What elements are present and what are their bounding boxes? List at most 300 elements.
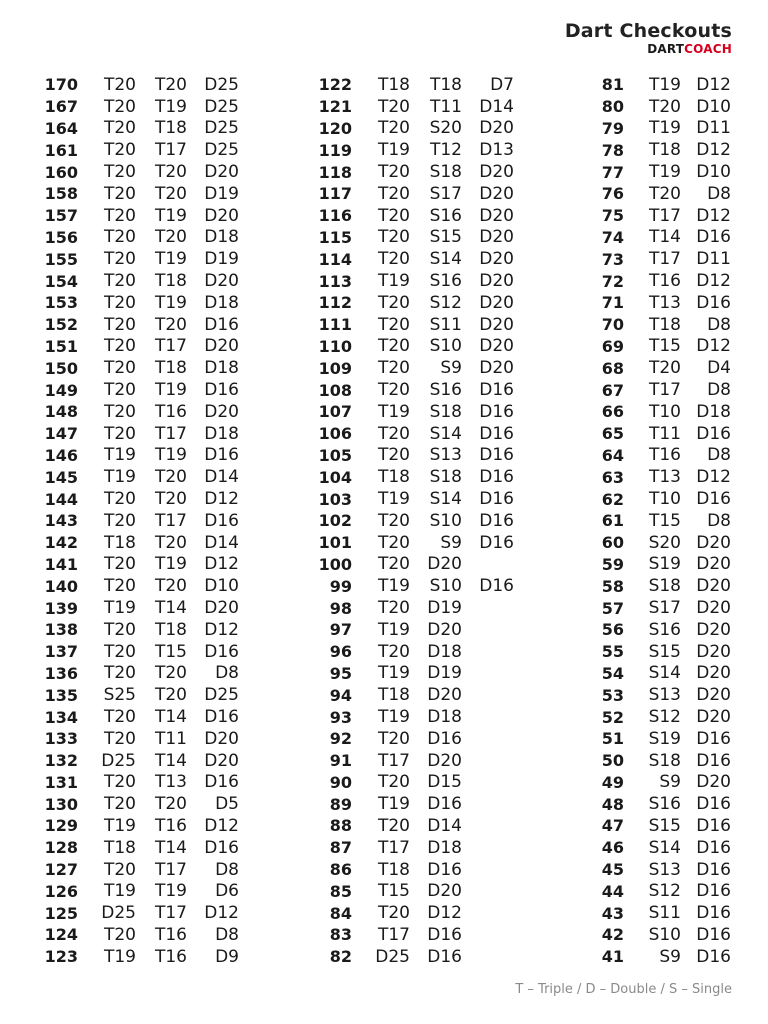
dart-3: D20	[204, 401, 239, 422]
dart-2: S11	[429, 314, 462, 335]
dart-1: T15	[648, 510, 681, 531]
checkout-score: 116	[318, 206, 352, 226]
checkout-row	[315, 619, 514, 641]
checkout-row	[587, 663, 731, 685]
checkout-row	[587, 946, 731, 968]
checkout-row	[315, 815, 514, 837]
dart-1: T20	[103, 707, 136, 727]
dart-1: T20	[103, 227, 136, 248]
dart-1: T20	[377, 772, 410, 793]
checkout-row	[587, 270, 731, 292]
dart-2: D16	[427, 946, 462, 967]
checkout-row	[42, 728, 239, 750]
checkout-row	[42, 336, 239, 358]
checkout-score: 130	[44, 794, 78, 814]
dart-2: S18	[429, 467, 462, 488]
checkout-row	[315, 401, 514, 423]
checkout-score: 143	[44, 511, 78, 531]
dart-3: D8	[215, 859, 239, 880]
checkout-row	[587, 423, 731, 445]
dart-3: D5	[215, 794, 239, 815]
dart-3: D13	[479, 140, 514, 161]
dart-1: T19	[377, 489, 410, 510]
checkout-score: 167	[44, 97, 78, 117]
checkout-row	[315, 248, 514, 270]
checkout-score: 51	[601, 729, 624, 749]
checkout-score: 54	[601, 663, 624, 683]
checkout-row	[315, 423, 514, 445]
dart-1: S17	[648, 598, 681, 619]
checkout-score: 160	[44, 162, 78, 182]
dart-1: T20	[377, 641, 410, 662]
dart-3: D20	[204, 750, 239, 771]
dart-1: T20	[377, 249, 410, 270]
checkout-row	[42, 401, 239, 423]
dart-3: D12	[204, 554, 239, 575]
checkout-score: 75	[601, 206, 624, 226]
checkout-score: 145	[44, 467, 78, 487]
dart-2: T20	[154, 162, 187, 183]
checkout-row	[42, 510, 239, 532]
checkout-score: 133	[44, 729, 78, 749]
checkout-row	[587, 728, 731, 750]
checkout-row	[587, 924, 731, 946]
dart-1: T20	[377, 445, 410, 466]
checkout-score: 132	[44, 751, 78, 771]
dart-1: S16	[648, 794, 681, 815]
checkout-score: 111	[318, 315, 352, 335]
dart-1: T10	[648, 489, 681, 510]
dart-3: D16	[479, 576, 514, 597]
checkout-row	[587, 314, 731, 336]
checkout-score: 138	[44, 620, 78, 640]
checkout-score: 65	[601, 424, 624, 444]
dart-3: D16	[204, 707, 239, 727]
dart-2: T16	[154, 815, 187, 836]
dart-2: T19	[154, 380, 187, 401]
dart-1: T18	[648, 314, 681, 335]
dart-1: T18	[377, 74, 410, 95]
checkout-row	[587, 248, 731, 270]
dart-1: T19	[377, 794, 410, 815]
dart-2: T20	[154, 663, 187, 684]
dart-2: D20	[696, 532, 731, 553]
dart-1: T15	[377, 881, 410, 902]
checkout-score: 63	[601, 467, 624, 487]
dart-2: T19	[154, 292, 187, 313]
dart-3: D12	[204, 489, 239, 510]
dart-3: D16	[479, 467, 514, 488]
dart-1: T20	[103, 271, 136, 292]
checkout-row	[315, 357, 514, 379]
checkout-row	[315, 183, 514, 205]
dart-1: T19	[103, 467, 136, 488]
checkout-score: 78	[601, 140, 624, 160]
dart-3: D7	[490, 74, 514, 95]
dart-1: T20	[103, 96, 136, 117]
dart-1: T20	[103, 619, 136, 640]
dart-3: D20	[479, 249, 514, 270]
dart-2: S14	[429, 249, 462, 270]
dart-2: S12	[429, 292, 462, 313]
dart-2: D10	[696, 162, 731, 183]
dart-1: T19	[103, 445, 136, 466]
dart-2: T20	[154, 489, 187, 510]
dart-3: D16	[204, 510, 239, 531]
dart-2: D20	[696, 685, 731, 706]
dart-2: D18	[427, 707, 462, 727]
dart-1: T20	[377, 815, 410, 836]
checkout-score: 82	[329, 947, 352, 967]
dart-1: T20	[103, 859, 136, 880]
dart-2: T17	[154, 859, 187, 880]
checkout-row	[315, 466, 514, 488]
checkout-score: 59	[601, 554, 624, 574]
checkout-row	[42, 248, 239, 270]
dart-1: T20	[648, 358, 681, 379]
dart-3: D20	[479, 314, 514, 335]
dart-3: D20	[479, 292, 514, 313]
dart-1: T20	[103, 576, 136, 597]
dart-3: D6	[215, 881, 239, 902]
dart-2: D16	[696, 750, 731, 771]
checkout-row	[587, 183, 731, 205]
dart-2: T20	[154, 532, 187, 553]
checkout-score: 41	[601, 947, 624, 967]
dart-2: D4	[707, 358, 731, 379]
dart-2: T19	[154, 96, 187, 117]
dart-2: D16	[696, 815, 731, 836]
checkout-score: 73	[601, 249, 624, 269]
checkout-score: 80	[601, 97, 624, 117]
checkout-row	[315, 270, 514, 292]
checkout-score: 154	[44, 271, 78, 291]
checkout-row	[587, 837, 731, 859]
checkout-row	[587, 118, 731, 140]
dart-2: S20	[429, 118, 462, 139]
checkout-score: 134	[44, 707, 78, 727]
dart-3: D25	[204, 96, 239, 117]
dart-1: D25	[375, 946, 410, 967]
checkout-row	[315, 575, 514, 597]
checkout-score: 112	[318, 293, 352, 313]
dart-2: D16	[427, 794, 462, 815]
dart-1: T19	[648, 118, 681, 139]
dart-3: D8	[215, 663, 239, 684]
dart-2: D8	[707, 314, 731, 335]
dart-3: D20	[204, 205, 239, 226]
dart-2: D12	[696, 140, 731, 161]
dart-1: T20	[103, 205, 136, 226]
dart-2: T20	[154, 183, 187, 204]
checkout-row	[587, 815, 731, 837]
checkout-row	[587, 619, 731, 641]
checkout-score: 121	[318, 97, 352, 117]
dart-1: T17	[377, 750, 410, 771]
dart-1: S13	[648, 859, 681, 880]
dart-3: D8	[215, 924, 239, 945]
checkout-row	[587, 74, 731, 96]
checkout-row	[315, 793, 514, 815]
checkout-score: 153	[44, 293, 78, 313]
checkout-score: 156	[44, 227, 78, 247]
checkout-score: 49	[601, 772, 624, 792]
dart-2: S18	[429, 401, 462, 422]
dart-2: D20	[696, 707, 731, 727]
dart-1: S9	[659, 946, 681, 967]
dart-3: D20	[204, 336, 239, 357]
checkout-score: 47	[601, 816, 624, 836]
checkout-score: 152	[44, 315, 78, 335]
dart-2: D16	[696, 292, 731, 313]
dart-1: T20	[103, 358, 136, 379]
brand-logo-coach: COACH	[684, 42, 732, 56]
dart-3: D25	[204, 140, 239, 161]
dart-3: D18	[204, 227, 239, 248]
legend: T – Triple / D – Double / S – Single	[515, 982, 732, 997]
checkout-row	[315, 684, 514, 706]
checkout-score: 53	[601, 685, 624, 705]
dart-2: D16	[696, 859, 731, 880]
dart-1: T20	[377, 118, 410, 139]
dart-2: T14	[154, 598, 187, 619]
dart-2: S16	[429, 271, 462, 292]
checkout-score: 56	[601, 620, 624, 640]
dart-1: S11	[648, 903, 681, 924]
dart-3: D20	[479, 336, 514, 357]
dart-2: D20	[696, 641, 731, 662]
checkout-row	[315, 859, 514, 881]
dart-2: T16	[154, 401, 187, 422]
dart-2: T17	[154, 336, 187, 357]
checkout-score: 113	[318, 271, 352, 291]
dart-2: D19	[427, 598, 462, 619]
dart-3: D18	[204, 358, 239, 379]
checkout-row	[42, 183, 239, 205]
checkout-row	[587, 139, 731, 161]
checkout-score: 45	[601, 860, 624, 880]
dart-2: T18	[154, 619, 187, 640]
dart-3: D16	[479, 489, 514, 510]
dart-1: S10	[648, 924, 681, 945]
checkout-row	[315, 902, 514, 924]
dart-1: T20	[103, 728, 136, 749]
dart-3: D16	[204, 380, 239, 401]
checkout-row	[587, 532, 731, 554]
checkout-row	[587, 575, 731, 597]
checkout-score: 91	[329, 751, 352, 771]
checkout-score: 64	[601, 445, 624, 465]
dart-1: S18	[648, 576, 681, 597]
dart-2: S14	[429, 489, 462, 510]
checkout-row	[42, 793, 239, 815]
dart-1: T20	[103, 183, 136, 204]
dart-3: D25	[204, 74, 239, 95]
checkout-row	[42, 554, 239, 576]
dart-2: T14	[154, 750, 187, 771]
dart-2: D16	[427, 728, 462, 749]
dart-2: D14	[427, 815, 462, 836]
dart-1: T16	[648, 271, 681, 292]
dart-1: S15	[648, 641, 681, 662]
checkout-score: 66	[601, 402, 624, 422]
checkout-row	[42, 946, 239, 968]
dart-2: S9	[440, 532, 462, 553]
dart-2: T20	[154, 467, 187, 488]
dart-3: D16	[204, 837, 239, 858]
dart-1: T17	[648, 249, 681, 270]
checkout-row	[42, 379, 239, 401]
dart-2: D8	[707, 510, 731, 531]
checkout-score: 157	[44, 206, 78, 226]
checkout-row	[587, 880, 731, 902]
checkout-score: 150	[44, 358, 78, 378]
checkout-score: 102	[318, 511, 352, 531]
dart-2: D12	[696, 467, 731, 488]
checkout-score: 147	[44, 424, 78, 444]
checkout-score: 55	[601, 642, 624, 662]
checkout-score: 131	[44, 772, 78, 792]
checkout-score: 107	[318, 402, 352, 422]
dart-2: T18	[154, 271, 187, 292]
checkout-score: 119	[318, 140, 352, 160]
dart-2: D16	[696, 423, 731, 444]
dart-1: T20	[103, 554, 136, 575]
checkout-score: 158	[44, 184, 78, 204]
dart-1: T19	[377, 707, 410, 727]
checkout-score: 95	[329, 663, 352, 683]
dart-1: T20	[648, 96, 681, 117]
dart-1: T20	[377, 358, 410, 379]
dart-2: D16	[427, 859, 462, 880]
page-title: Dart Checkouts	[564, 20, 732, 42]
checkout-score: 46	[601, 838, 624, 858]
dart-2: D19	[427, 663, 462, 684]
checkout-row	[42, 423, 239, 445]
dart-2: D8	[707, 445, 731, 466]
dart-2: T12	[429, 140, 462, 161]
dart-2: T19	[154, 205, 187, 226]
checkout-row	[587, 772, 731, 794]
dart-3: D16	[479, 445, 514, 466]
dart-3: D16	[204, 445, 239, 466]
checkout-row	[42, 118, 239, 140]
checkout-row	[315, 118, 514, 140]
dart-2: S9	[440, 358, 462, 379]
checkout-row	[42, 859, 239, 881]
dart-2: D16	[696, 946, 731, 967]
dart-3: D9	[215, 946, 239, 967]
checkout-score: 94	[329, 685, 352, 705]
dart-1: T15	[648, 336, 681, 357]
dart-1: T20	[103, 249, 136, 270]
dart-2: T19	[154, 554, 187, 575]
dart-3: D20	[204, 598, 239, 619]
checkout-score: 110	[318, 336, 352, 356]
checkout-row	[42, 488, 239, 510]
dart-2: D16	[696, 924, 731, 945]
page-header	[565, 20, 732, 56]
dart-3: D16	[479, 423, 514, 444]
checkout-row	[587, 750, 731, 772]
dart-1: S16	[648, 619, 681, 640]
dart-1: T18	[103, 532, 136, 553]
checkout-score: 161	[44, 140, 78, 160]
checkout-score: 142	[44, 533, 78, 553]
dart-2: D18	[427, 837, 462, 858]
dart-1: S19	[648, 554, 681, 575]
dart-1: T18	[648, 140, 681, 161]
dart-3: D16	[479, 510, 514, 531]
dart-1: T20	[103, 140, 136, 161]
dart-3: D20	[479, 162, 514, 183]
checkout-score: 127	[44, 860, 78, 880]
dart-1: S14	[648, 837, 681, 858]
checkout-score: 117	[318, 184, 352, 204]
checkout-row	[587, 554, 731, 576]
dart-2: D10	[696, 96, 731, 117]
dart-1: S25	[103, 685, 136, 706]
dart-1: S13	[648, 685, 681, 706]
dart-1: D25	[101, 750, 136, 771]
checkout-score: 115	[318, 227, 352, 247]
checkout-row	[587, 902, 731, 924]
brand-logo	[565, 42, 732, 56]
checkout-row	[315, 924, 514, 946]
dart-2: D16	[696, 837, 731, 858]
checkout-score: 85	[329, 881, 352, 901]
dart-3: D12	[204, 815, 239, 836]
dart-2: D16	[696, 489, 731, 510]
checkout-row	[315, 336, 514, 358]
dart-3: D16	[479, 532, 514, 553]
dart-1: T19	[377, 401, 410, 422]
checkout-score: 98	[329, 598, 352, 618]
dart-2: S10	[429, 576, 462, 597]
checkout-row	[587, 336, 731, 358]
checkout-score: 101	[318, 533, 352, 553]
dart-1: T19	[377, 140, 410, 161]
checkout-row	[315, 292, 514, 314]
checkout-row	[42, 619, 239, 641]
checkout-score: 62	[601, 489, 624, 509]
checkout-row	[315, 597, 514, 619]
checkout-row	[587, 706, 731, 728]
dart-2: D11	[696, 118, 731, 139]
dart-1: T19	[103, 881, 136, 902]
dart-2: D12	[696, 271, 731, 292]
checkout-row	[315, 663, 514, 685]
dart-1: T18	[377, 685, 410, 706]
dart-3: D10	[204, 576, 239, 597]
dart-1: T20	[377, 205, 410, 226]
checkout-score: 100	[318, 554, 352, 574]
dart-2: D15	[427, 772, 462, 793]
dart-1: T19	[103, 815, 136, 836]
dart-1: T19	[377, 619, 410, 640]
dart-1: T20	[377, 554, 410, 575]
checkout-row	[587, 859, 731, 881]
checkout-score: 70	[601, 315, 624, 335]
dart-2: T19	[154, 881, 187, 902]
dart-2: S10	[429, 510, 462, 531]
checkout-score: 135	[44, 685, 78, 705]
checkout-score: 126	[44, 881, 78, 901]
checkout-row	[42, 161, 239, 183]
dart-3: D20	[479, 118, 514, 139]
checkout-score: 86	[329, 860, 352, 880]
checkout-score: 105	[318, 445, 352, 465]
